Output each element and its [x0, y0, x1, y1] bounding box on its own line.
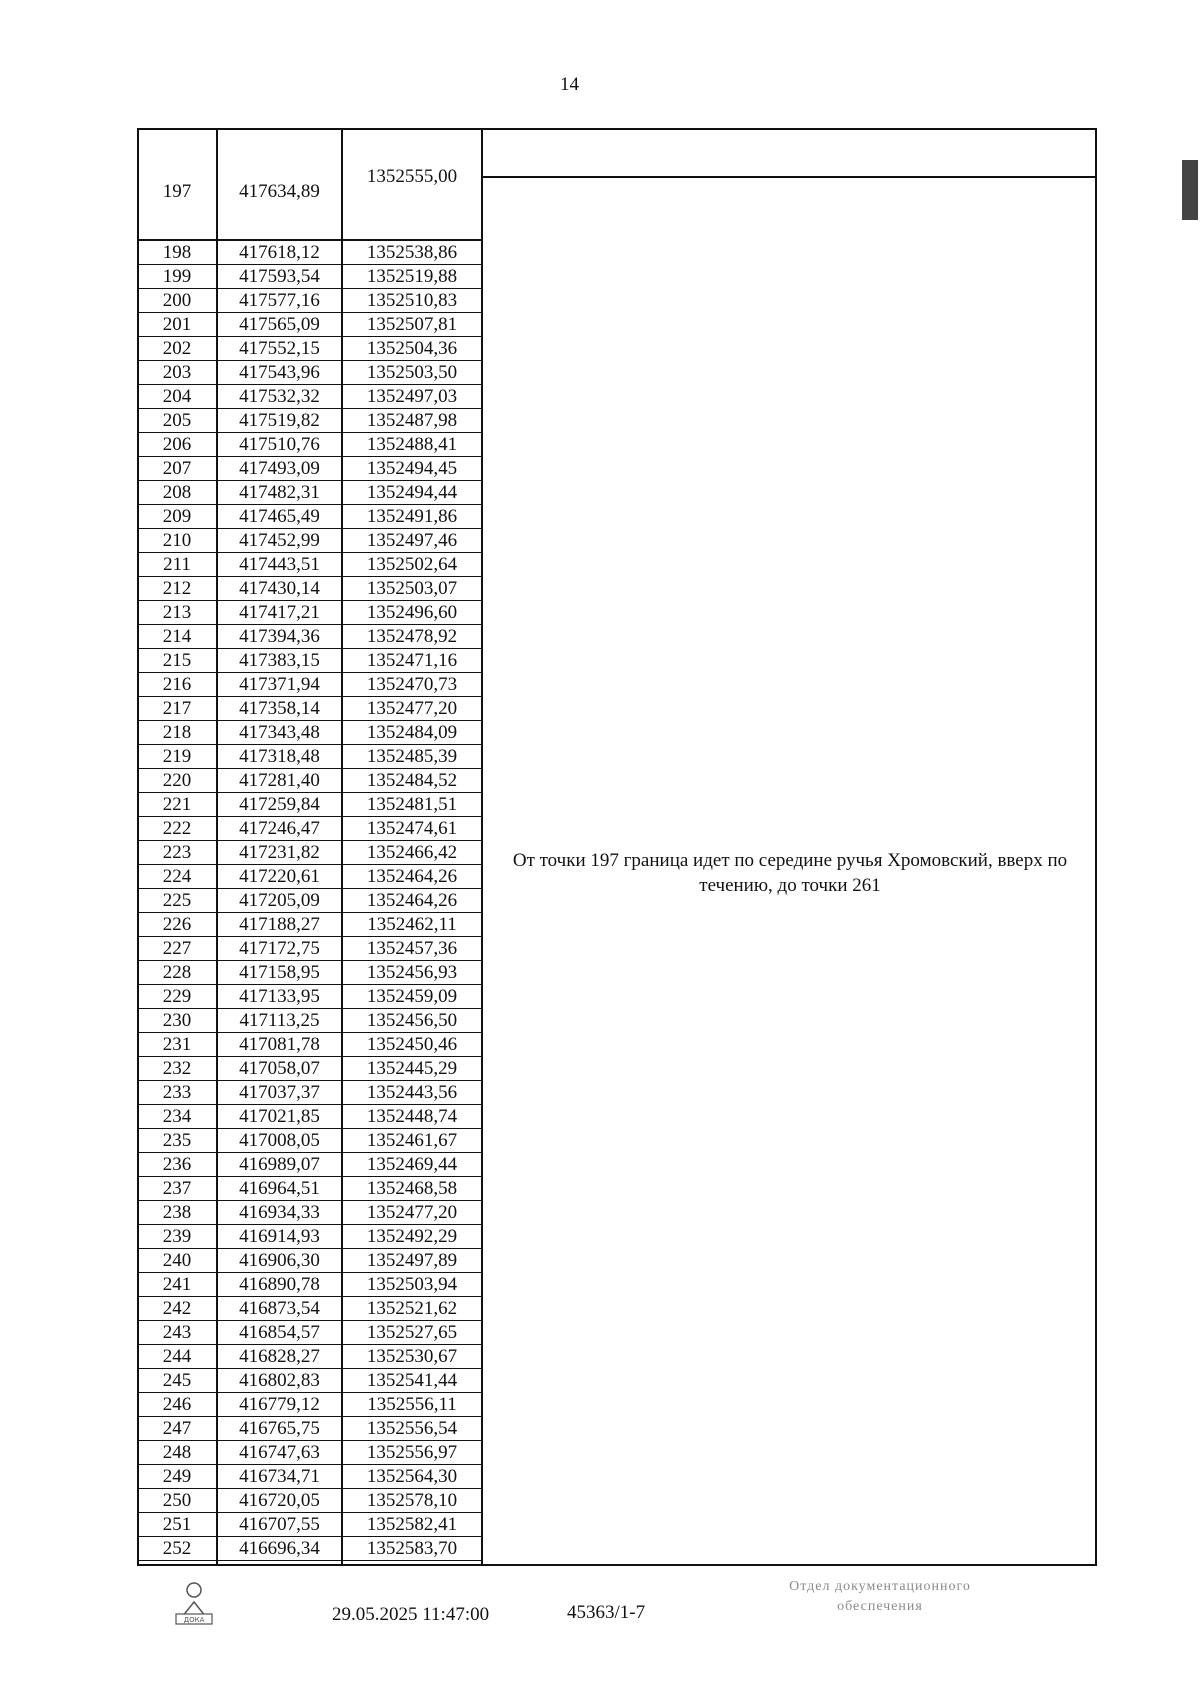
coord-y: 1352474,61	[366, 818, 458, 839]
coord-x: 416747,63	[239, 1442, 320, 1463]
point-number: 210	[162, 530, 192, 551]
table-row	[137, 817, 482, 841]
point-number: 248	[162, 1442, 192, 1463]
point-number: 214	[162, 626, 192, 647]
registry-logo	[172, 1578, 216, 1630]
coord-x: 417058,07	[239, 1058, 320, 1079]
coord-y: 1352582,41	[366, 1514, 458, 1535]
coord-y: 1352448,74	[366, 1106, 458, 1127]
table-row	[137, 385, 482, 409]
table-row	[137, 529, 482, 553]
coord-y: 1352459,09	[366, 986, 458, 1007]
scan-edge-mark	[1182, 160, 1198, 220]
table-row	[137, 289, 482, 313]
table-row	[137, 673, 482, 697]
coord-x: 417231,82	[239, 842, 320, 863]
coord-y: 1352471,16	[366, 650, 458, 671]
table-row	[137, 433, 482, 457]
table-row	[137, 625, 482, 649]
boundary-description: От точки 197 граница идет по середине ручья Хромовский, вверх по течению, до точки 261	[512, 850, 1068, 896]
coord-x: 417343,48	[239, 722, 320, 743]
coord-y: 1352497,03	[366, 386, 458, 407]
coord-x: 416873,54	[239, 1298, 320, 1319]
table-row	[137, 865, 482, 889]
point-number: 213	[162, 602, 192, 623]
table-row	[137, 913, 482, 937]
table-row	[137, 937, 482, 961]
coord-x: 417593,54	[239, 266, 320, 287]
coord-x: 417281,40	[239, 770, 320, 791]
point-number: 250	[162, 1490, 192, 1511]
point-number: 199	[162, 266, 192, 287]
stamp-line-2: обеспечения	[837, 1599, 923, 1614]
coord-x: 417465,49	[239, 506, 320, 527]
table-row	[137, 337, 482, 361]
point-number: 205	[162, 410, 192, 431]
point-number: 200	[162, 290, 192, 311]
coord-x: 417371,94	[239, 674, 320, 695]
table-row	[137, 1249, 482, 1273]
coord-x: 416934,33	[239, 1202, 320, 1223]
point-number: 201	[162, 314, 192, 335]
coord-x: 417394,36	[239, 626, 320, 647]
point-number: 234	[162, 1106, 192, 1127]
point-number: 221	[162, 794, 192, 815]
coord-y: 1352492,29	[366, 1226, 458, 1247]
table-rows	[137, 241, 482, 1561]
footer-document-number: 45363/1-7	[567, 1602, 646, 1623]
coord-x: 417510,76	[239, 434, 320, 455]
coord-y: 1352491,86	[366, 506, 458, 527]
coord-x: 417452,99	[239, 530, 320, 551]
point-number: 226	[162, 914, 192, 935]
coord-y: 1352541,44	[366, 1370, 458, 1391]
point-number: 235	[162, 1130, 192, 1151]
stamp-line-1: Отдел документационного	[789, 1579, 971, 1594]
point-number: 236	[162, 1154, 192, 1175]
coord-x: 417246,47	[239, 818, 320, 839]
table-row	[137, 1441, 482, 1465]
point-number: 243	[162, 1322, 192, 1343]
table-row	[137, 1201, 482, 1225]
coord-y: 1352507,81	[366, 314, 458, 335]
coord-x: 417565,09	[239, 314, 320, 335]
coord-x: 417519,82	[239, 410, 320, 431]
point-number: 249	[162, 1466, 192, 1487]
coord-y: 1352519,88	[366, 266, 458, 287]
point-number: 231	[162, 1034, 192, 1055]
coord-y: 1352469,44	[366, 1154, 458, 1175]
point-number: 239	[162, 1226, 192, 1247]
table-row	[137, 265, 482, 289]
table-row	[137, 697, 482, 721]
point-number: 198	[162, 242, 192, 263]
coord-x: 416720,05	[239, 1490, 320, 1511]
table-row	[137, 1273, 482, 1297]
coord-y: 1352464,26	[366, 866, 458, 887]
table-row	[137, 1297, 482, 1321]
coord-y: 1352487,98	[366, 410, 458, 431]
coord-x: 417482,31	[239, 482, 320, 503]
coord-x: 416707,55	[239, 1514, 320, 1535]
coord-x: 416696,34	[239, 1538, 320, 1559]
coord-x: 417188,27	[239, 914, 320, 935]
point-number: 219	[162, 746, 192, 767]
coord-y: 1352555,00	[366, 166, 458, 187]
coord-y: 1352470,73	[366, 674, 458, 695]
coord-y: 1352457,36	[366, 938, 458, 959]
table-row	[137, 985, 482, 1009]
coord-y: 1352466,42	[366, 842, 458, 863]
point-number: 223	[162, 842, 192, 863]
coord-x: 417259,84	[239, 794, 320, 815]
coord-x: 416964,51	[239, 1178, 320, 1199]
page-number: 14	[560, 74, 579, 95]
table-row	[137, 1417, 482, 1441]
point-number: 222	[162, 818, 192, 839]
table-row	[137, 1537, 482, 1561]
coord-y: 1352503,07	[366, 578, 458, 599]
coord-y: 1352494,45	[366, 458, 458, 479]
table-row	[137, 841, 482, 865]
coord-y: 1352497,89	[366, 1250, 458, 1271]
coord-x: 417552,15	[239, 338, 320, 359]
table-row	[137, 1081, 482, 1105]
coord-y: 1352481,51	[366, 794, 458, 815]
coord-x: 417634,89	[239, 181, 320, 202]
point-number: 197	[162, 181, 192, 202]
coord-y: 1352456,93	[366, 962, 458, 983]
table-row	[137, 889, 482, 913]
coord-y: 1352484,52	[366, 770, 458, 791]
table-row	[137, 481, 482, 505]
coord-y: 1352456,50	[366, 1010, 458, 1031]
coord-x: 416914,93	[239, 1226, 320, 1247]
point-number: 203	[162, 362, 192, 383]
coord-x: 417318,48	[239, 746, 320, 767]
table-row	[137, 649, 482, 673]
point-number: 245	[162, 1370, 192, 1391]
coord-y: 1352461,67	[366, 1130, 458, 1151]
table-row	[137, 961, 482, 985]
header-divider	[481, 176, 1095, 178]
coord-y: 1352464,26	[366, 890, 458, 911]
table-row	[137, 1033, 482, 1057]
coord-y: 1352503,94	[366, 1274, 458, 1295]
coord-x: 417133,95	[239, 986, 320, 1007]
coord-x: 417172,75	[239, 938, 320, 959]
table-row	[137, 577, 482, 601]
coord-x: 417037,37	[239, 1082, 320, 1103]
point-number: 204	[162, 386, 192, 407]
coord-x: 417081,78	[239, 1034, 320, 1055]
point-number: 228	[162, 962, 192, 983]
point-number: 207	[162, 458, 192, 479]
table-row	[137, 1489, 482, 1513]
coord-y: 1352497,46	[366, 530, 458, 551]
table-row	[137, 553, 482, 577]
table-row	[137, 1225, 482, 1249]
point-number: 218	[162, 722, 192, 743]
coord-x: 416890,78	[239, 1274, 320, 1295]
coord-y: 1352443,56	[366, 1082, 458, 1103]
coord-y: 1352510,83	[366, 290, 458, 311]
coord-y: 1352530,67	[366, 1346, 458, 1367]
coord-y: 1352583,70	[366, 1538, 458, 1559]
coord-x: 417008,05	[239, 1130, 320, 1151]
coord-y: 1352484,09	[366, 722, 458, 743]
coord-y: 1352502,64	[366, 554, 458, 575]
coord-x: 417220,61	[239, 866, 320, 887]
point-number: 212	[162, 578, 192, 599]
table-row	[137, 1009, 482, 1033]
coord-x: 416734,71	[239, 1466, 320, 1487]
coord-x: 417383,15	[239, 650, 320, 671]
point-number: 202	[162, 338, 192, 359]
coord-x: 416989,07	[239, 1154, 320, 1175]
coord-y: 1352578,10	[366, 1490, 458, 1511]
point-number: 252	[162, 1538, 192, 1559]
table-row	[137, 1369, 482, 1393]
coord-y: 1352556,97	[366, 1442, 458, 1463]
point-number: 244	[162, 1346, 192, 1367]
point-number: 237	[162, 1178, 192, 1199]
coord-x: 417113,25	[239, 1010, 320, 1031]
point-number: 217	[162, 698, 192, 719]
table-row	[137, 1177, 482, 1201]
coord-x: 417158,95	[239, 962, 320, 983]
table-row	[137, 769, 482, 793]
coord-x: 416765,75	[239, 1418, 320, 1439]
coord-x: 417543,96	[239, 362, 320, 383]
point-number: 225	[162, 890, 192, 911]
coord-y: 1352504,36	[366, 338, 458, 359]
coord-y: 1352503,50	[366, 362, 458, 383]
table-row	[137, 793, 482, 817]
table-row	[137, 1129, 482, 1153]
table-row	[137, 1513, 482, 1537]
coord-x: 416828,27	[239, 1346, 320, 1367]
point-number: 242	[162, 1298, 192, 1319]
logo-text: ДОКА	[183, 1616, 205, 1624]
footer-datetime: 29.05.2025 11:47:00	[332, 1604, 490, 1625]
table-row	[137, 409, 482, 433]
coord-x: 416779,12	[239, 1394, 320, 1415]
coord-y: 1352564,30	[366, 1466, 458, 1487]
coord-y: 1352496,60	[366, 602, 458, 623]
coord-y: 1352527,65	[366, 1322, 458, 1343]
point-number: 246	[162, 1394, 192, 1415]
coord-x: 417577,16	[239, 290, 320, 311]
table-row	[137, 601, 482, 625]
point-number: 240	[162, 1250, 192, 1271]
table-row	[137, 1105, 482, 1129]
table-row	[137, 1057, 482, 1081]
coord-x: 417358,14	[239, 698, 320, 719]
coord-x: 417443,51	[239, 554, 320, 575]
point-number: 241	[162, 1274, 192, 1295]
coord-x: 417532,32	[239, 386, 320, 407]
coord-x: 417493,09	[239, 458, 320, 479]
coord-x: 416906,30	[239, 1250, 320, 1271]
coord-x: 417618,12	[239, 242, 320, 263]
point-number: 206	[162, 434, 192, 455]
coord-y: 1352488,41	[366, 434, 458, 455]
coord-y: 1352478,92	[366, 626, 458, 647]
point-number: 238	[162, 1202, 192, 1223]
table-row	[137, 721, 482, 745]
table-row	[137, 1321, 482, 1345]
table-row	[137, 1153, 482, 1177]
table-row	[137, 1345, 482, 1369]
coord-y: 1352477,20	[366, 1202, 458, 1223]
coord-y: 1352468,58	[366, 1178, 458, 1199]
coord-y: 1352485,39	[366, 746, 458, 767]
coord-y: 1352556,54	[366, 1418, 458, 1439]
coord-x: 417417,21	[239, 602, 320, 623]
point-number: 220	[162, 770, 192, 791]
table-row	[137, 1393, 482, 1417]
table-row	[137, 313, 482, 337]
point-number: 211	[163, 554, 191, 575]
coord-y: 1352462,11	[367, 914, 457, 935]
point-number: 209	[162, 506, 192, 527]
coord-y: 1352450,46	[366, 1034, 458, 1055]
table-row	[137, 457, 482, 481]
coord-y: 1352477,20	[366, 698, 458, 719]
point-number: 232	[162, 1058, 192, 1079]
coord-y: 1352494,44	[366, 482, 458, 503]
point-number: 208	[162, 482, 192, 503]
coord-x: 417205,09	[239, 890, 320, 911]
coord-y: 1352445,29	[366, 1058, 458, 1079]
coord-x: 416802,83	[239, 1370, 320, 1391]
coordinates-table	[137, 128, 1097, 1566]
table-row	[137, 361, 482, 385]
coord-x: 417430,14	[239, 578, 320, 599]
table-row	[137, 505, 482, 529]
coord-y: 1352538,86	[366, 242, 458, 263]
point-number: 229	[162, 986, 192, 1007]
coord-y: 1352556,11	[367, 1394, 457, 1415]
point-number: 247	[162, 1418, 192, 1439]
coord-x: 416854,57	[239, 1322, 320, 1343]
point-number: 251	[162, 1514, 192, 1535]
table-row	[137, 745, 482, 769]
coord-y: 1352521,62	[366, 1298, 458, 1319]
coord-x: 417021,85	[239, 1106, 320, 1127]
table-row-first	[137, 128, 482, 241]
table-row	[137, 241, 482, 265]
point-number: 224	[162, 866, 192, 887]
point-number: 215	[162, 650, 192, 671]
point-number: 233	[162, 1082, 192, 1103]
table-row	[137, 1465, 482, 1489]
point-number: 227	[162, 938, 192, 959]
point-number: 230	[162, 1010, 192, 1031]
department-stamp	[735, 1577, 1025, 1617]
point-number: 216	[162, 674, 192, 695]
